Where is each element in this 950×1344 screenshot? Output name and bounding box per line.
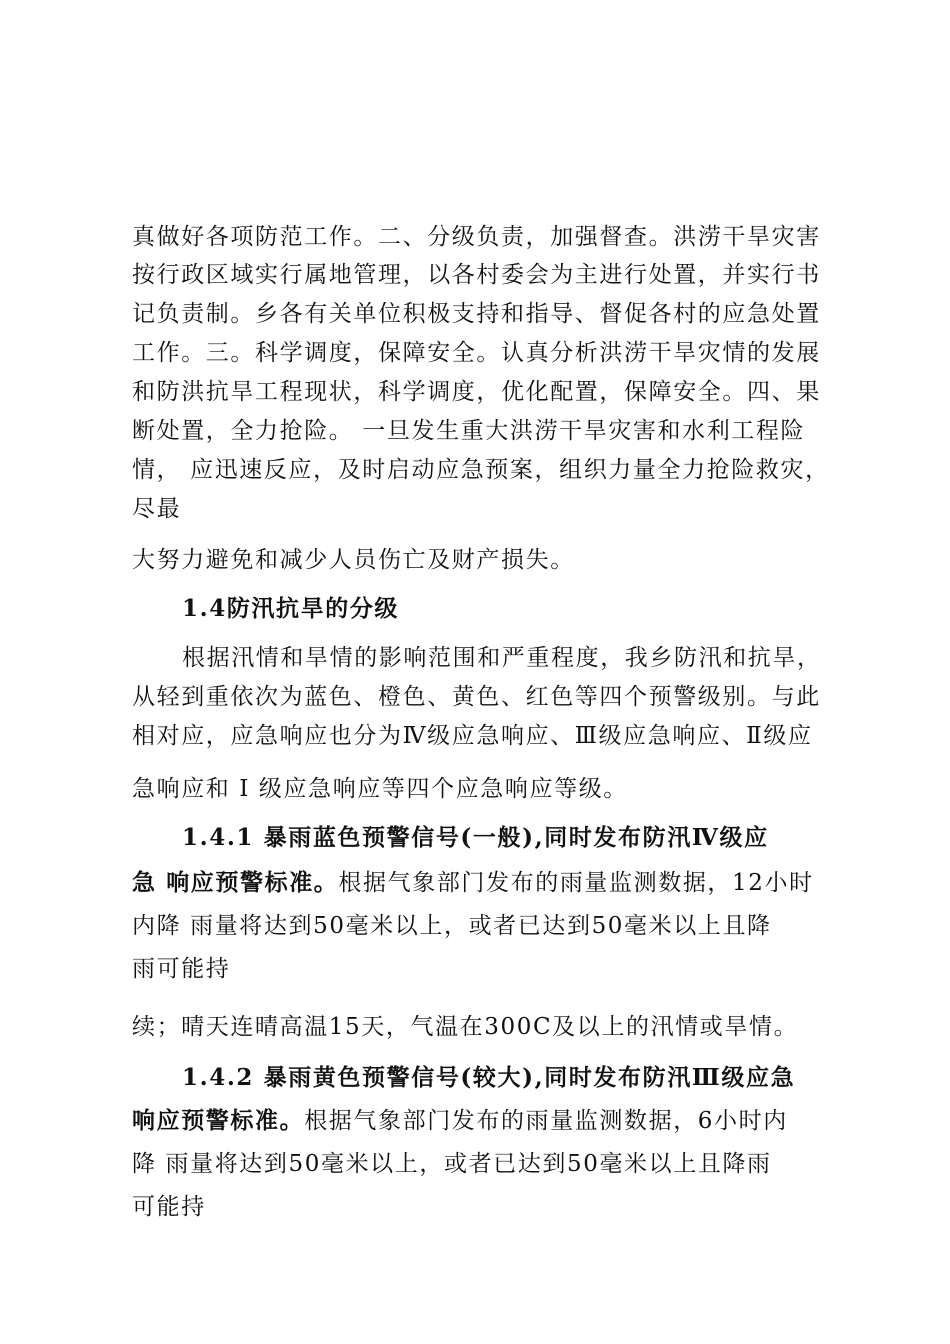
body-text-line: 降 雨量将达到50毫米以上，或者已达到50毫米以上且降雨 <box>132 1151 772 1177</box>
body-text-line <box>132 1106 788 1136</box>
body-text-line: 情， 应迅速反应，及时启动应急预案，组织力量全力抢险救灾， <box>132 457 830 483</box>
section-heading-1-4-2: 1.4.2 暴雨黄色预警信号(较大),同时发布防汛Ⅲ级应急 <box>182 1064 796 1091</box>
section-heading-1-4-1-cont: 急 响应预警标准。 <box>132 869 339 896</box>
body-text-line: 真做好各项防范工作。二、分级负责，加强督查。洪涝干旱灾害 <box>132 224 821 250</box>
body-text-line: 尽最 <box>132 496 182 522</box>
body-text-span: 根据气象部门发布的雨量监测数据，12小时 <box>338 870 814 896</box>
body-text-line <box>132 868 814 898</box>
section-heading-1-4-1: 1.4.1 暴雨蓝色预警信号(一般),同时发布防汛Ⅳ级应 <box>182 824 769 851</box>
section-heading-1-4: 1.4防汛抗旱的分级 <box>182 595 400 622</box>
body-text-line: 从轻到重依次为蓝色、橙色、黄色、红色等四个预警级别。与此 <box>132 684 821 710</box>
body-text-line: 根据汛情和旱情的影响范围和严重程度，我乡防汛和抗旱， <box>182 645 822 671</box>
body-text-line: 急响应和 Ⅰ 级应急响应等四个应急响应等级。 <box>132 776 628 802</box>
body-text-line: 和防洪抗旱工程现状，科学调度，优化配置，保障安全。四、果 <box>132 379 821 405</box>
body-text-line: 相对应，应急响应也分为Ⅳ级应急响应、Ⅲ级应急响应、Ⅱ级应 <box>132 723 813 749</box>
body-text-line: 工作。三。科学调度，保障安全。认真分析洪涝干旱灾情的发展 <box>132 340 821 366</box>
body-text-line: 续；晴天连晴高温15天，气温在300C及以上的汛情或旱情。 <box>132 1014 799 1040</box>
body-text-line: 断处置，全力抢险。 一旦发生重大洪涝干旱灾害和水利工程险 <box>132 418 806 444</box>
body-text-line: 大努力避免和减少人员伤亡及财产损失。 <box>132 547 575 573</box>
body-text-span: 根据气象部门发布的雨量监测数据，6小时内 <box>304 1108 788 1134</box>
body-text-line: 雨可能持 <box>132 956 231 982</box>
body-text-line: 可能持 <box>132 1194 206 1220</box>
body-text-line: 内降 雨量将达到50毫米以上，或者已达到50毫米以上且降 <box>132 913 772 939</box>
body-text-line: 按行政区域实行属地管理，以各村委会为主进行处置，并实行书 <box>132 262 821 288</box>
body-text-line: 记负责制。乡各有关单位积极支持和指导、督促各村的应急处置 <box>132 301 821 327</box>
section-heading-1-4-2-cont: 响应预警标准。 <box>132 1107 305 1134</box>
